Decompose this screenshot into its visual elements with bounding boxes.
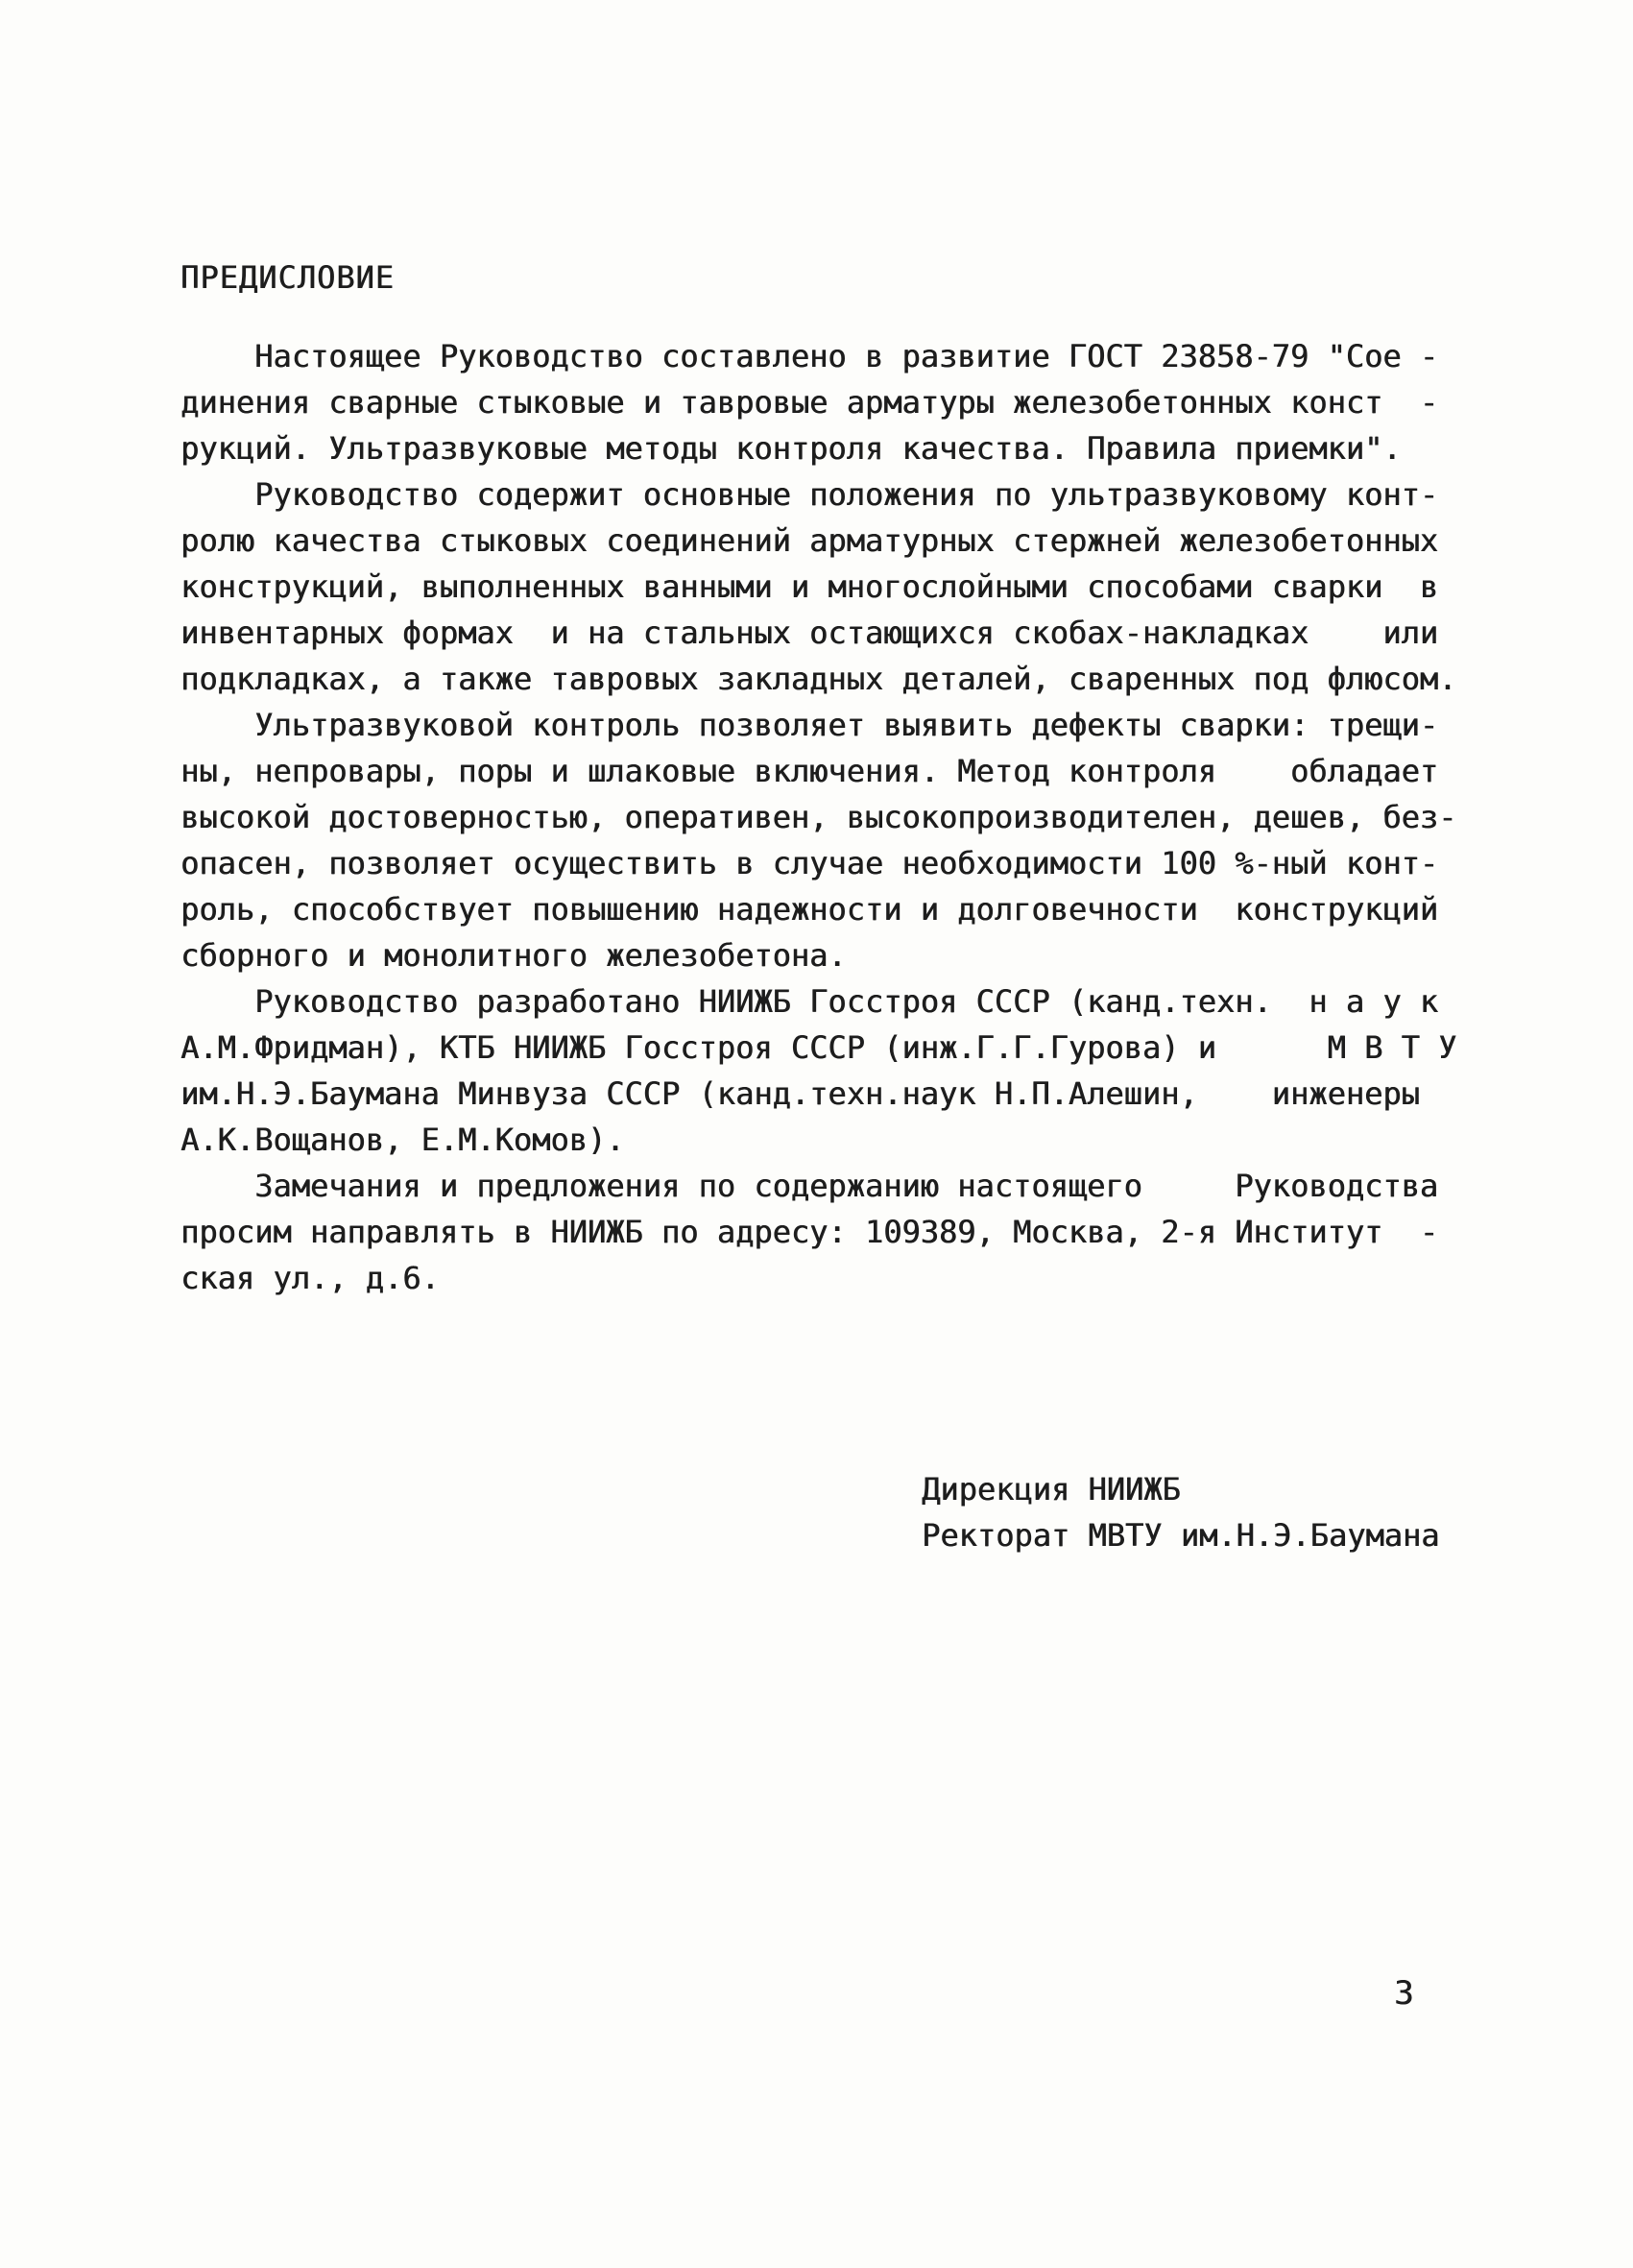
text-line: высокой достоверностью, оперативен, высокопроизводителен, дешев, без-	[180, 799, 1457, 835]
page-content	[180, 254, 1496, 1558]
text-line: А.К.Вощанов, Е.М.Комов).	[180, 1122, 625, 1158]
page-number: 3	[1394, 1974, 1414, 2013]
text-line: просим направлять в НИИЖБ по адресу: 109389, Москва, 2-я Институт -	[180, 1214, 1439, 1250]
paragraph-1	[180, 333, 1496, 471]
paragraph-4	[180, 978, 1496, 1163]
signature-line-directorate: Дирекция НИИЖБ	[922, 1471, 1181, 1508]
text-line: сборного и монолитного железобетона.	[180, 937, 847, 974]
signature-line-rectorate: Ректорат МВТУ им.Н.Э.Баумана	[922, 1517, 1440, 1554]
text-line: ны, непровары, поры и шлаковые включения. Метод контроля обладает	[180, 753, 1439, 789]
text-line: Руководство разработано НИИЖБ Госстроя СССР (канд.техн. н а у к	[180, 983, 1439, 1020]
text-line: динения сварные стыковые и тавровые арматуры железобетонных конст -	[180, 384, 1439, 421]
text-line: опасен, позволяет осуществить в случае необходимости 100 %-ный конт-	[180, 845, 1439, 881]
text-line: ролю качества стыковых соединений арматурных стержней железобетонных	[180, 522, 1439, 559]
text-line: Настоящее Руководство составлено в развитие ГОСТ 23858-79 "Сое -	[180, 338, 1439, 374]
paragraph-3	[180, 702, 1496, 978]
text-line: роль, способствует повышению надежности и долговечности конструкций	[180, 891, 1439, 928]
text-line: Ультразвуковой контроль позволяет выявить дефекты сварки: трещи-	[180, 707, 1439, 743]
text-line: инвентарных формах и на стальных остающихся скобах-накладках или	[180, 615, 1439, 651]
text-line: конструкций, выполненных ванными и многослойными способами сварки в	[180, 568, 1439, 605]
paragraph-2	[180, 471, 1496, 702]
text-line: рукций. Ультразвуковые методы контроля качества. Правила приемки".	[180, 430, 1402, 467]
text-line: А.М.Фридман), КТБ НИИЖБ Госстроя СССР (инж.Г.Г.Гурова) и М В Т У	[180, 1029, 1457, 1066]
text-line: им.Н.Э.Баумана Минвуза СССР (канд.техн.наук Н.П.Алешин, инженеры	[180, 1075, 1420, 1112]
paragraph-5	[180, 1163, 1496, 1301]
text-line: подкладках, а также тавровых закладных деталей, сваренных под флюсом.	[180, 661, 1457, 697]
text-line: ская ул., д.6.	[180, 1260, 440, 1296]
signature-block	[922, 1466, 1496, 1558]
text-line: Замечания и предложения по содержанию настоящего Руководства	[180, 1168, 1439, 1204]
text-line: Руководство содержит основные положения по ультразвуковому конт-	[180, 476, 1439, 513]
section-title: ПРЕДИСЛОВИЕ	[180, 259, 395, 296]
